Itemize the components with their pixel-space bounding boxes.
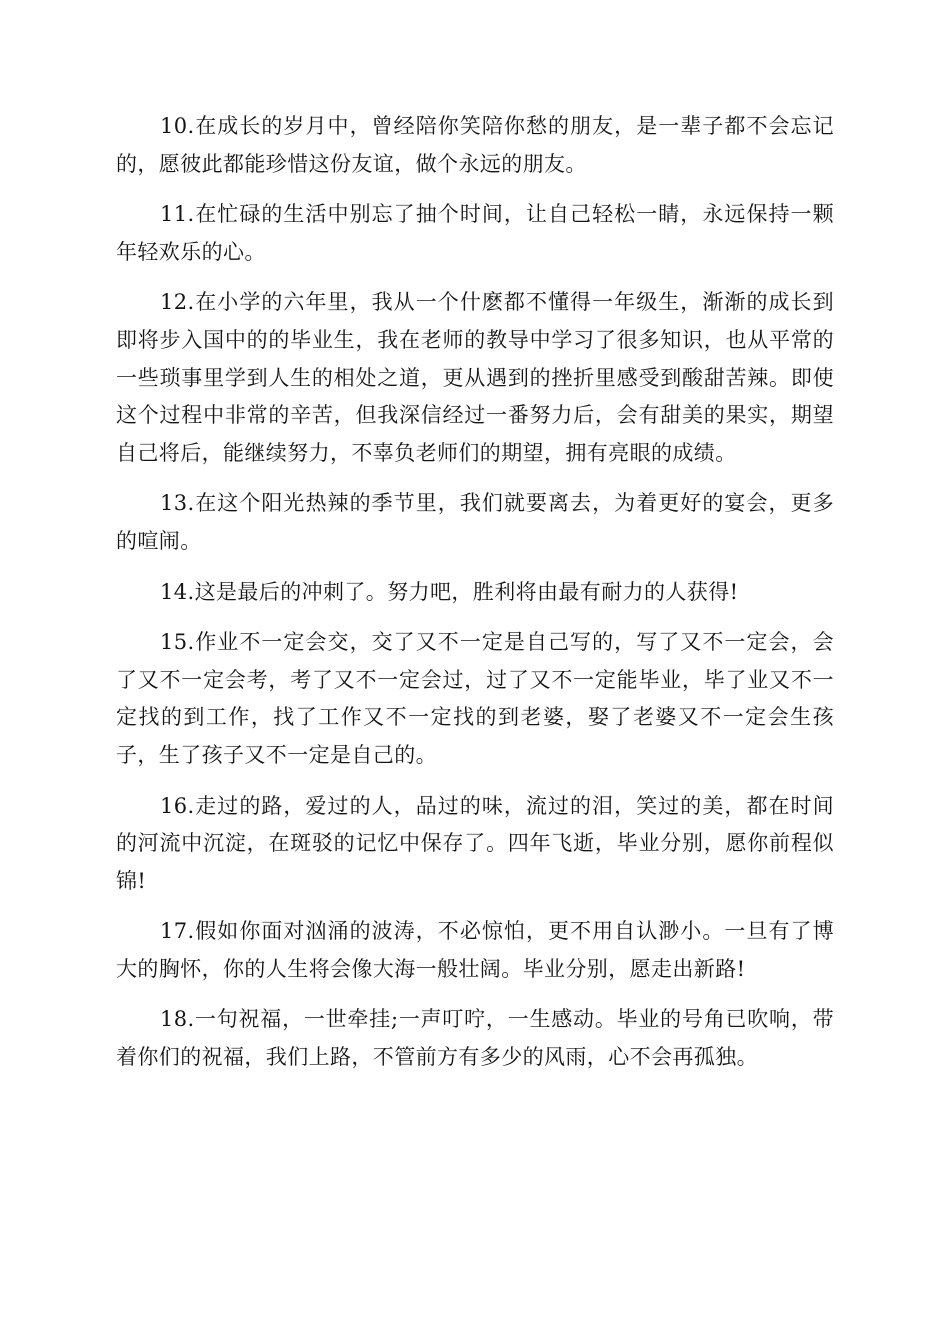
paragraph-16: 16.走过的路，爱过的人，品过的味，流过的泪，笑过的美，都在时间的河流中沉淀，在斑驳的记忆中保存了。四年飞逝，毕业分别，愿你前程似锦! (116, 793, 834, 893)
paragraph-10: 10.在成长的岁月中，曾经陪你笑陪你愁的朋友，是一辈子都不会忘记的，愿彼此都能珍惜这份友谊，做个永远的朋友。 (116, 114, 834, 176)
paragraph-18: 18.一句祝福，一世牵挂;一声叮咛，一生感动。毕业的号角已吹响，带着你们的祝福，我们上路，不管前方有多少的风雨，心不会再孤独。 (116, 1007, 834, 1070)
paragraph-11: 11.在忙碌的生活中别忘了抽个时间，让自己轻松一睛，永远保持一颗年轻欢乐的心。 (116, 202, 834, 264)
paragraph-14: 14.这是最后的冲刺了。努力吧，胜利将由最有耐力的人获得! (160, 579, 739, 604)
paragraph-17: 17.假如你面对汹涌的波涛，不必惊怕，更不用自认渺小。一旦有了博大的胸怀，你的人生将会像大海一般壮阔。毕业分别，愿走出新路! (116, 919, 834, 981)
paragraph-12: 12.在小学的六年里，我从一个什麽都不懂得一年级生，渐渐的成长到即将步入国中的的毕业生，我在老师的教导中学习了很多知识，也从平常的一些琐事里学到人生的相处之道，更从遇到的挫折里感受到酸甜苦辣。即使这个过程中非常的辛苦，但我深信经过一番努力后，会有甜美的果实，期望自己将后，能继续努力，不辜负老师们的期望，拥有亮眼的成绩。 (116, 290, 834, 465)
document-page (116, 108, 834, 1090)
paragraph-15: 15.作业不一定会交，交了又不一定是自己写的，写了又不一定会，会了又不一定会考，考了又不一定会过，过了又不一定能毕业，毕了业又不一定找的到工作，找了工作又不一定找的到老婆，娶了老婆又不一定会生孩子，生了孩子又不一定是自己的。 (116, 630, 834, 767)
paragraph-13: 13.在这个阳光热辣的季节里，我们就要离去，为着更好的宴会，更多的喧闹。 (116, 491, 834, 553)
